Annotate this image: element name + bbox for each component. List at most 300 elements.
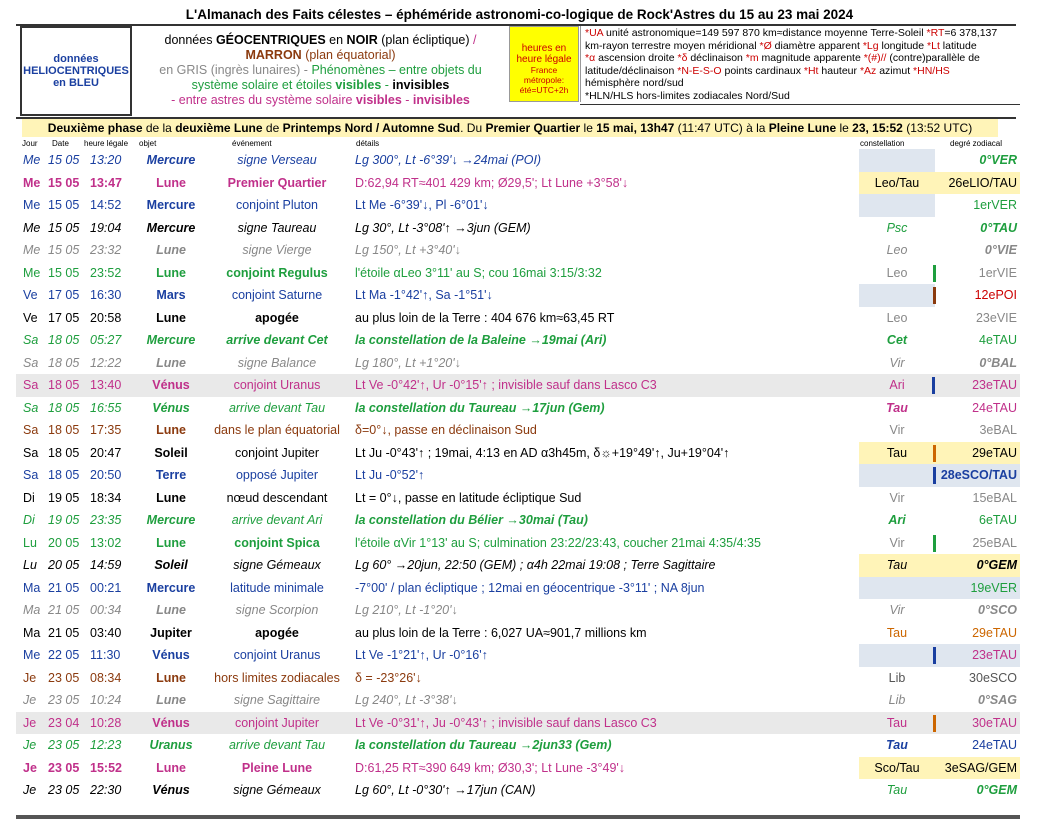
- row-day: Je: [23, 760, 37, 775]
- row-zodiac-degree: 0°SAG: [977, 693, 1017, 707]
- row-object: Vénus: [152, 378, 190, 392]
- row-day: Je: [23, 783, 37, 797]
- row-constellation: Cet: [886, 333, 908, 347]
- abbreviations-legend: [580, 26, 1020, 102]
- row-zodiac-degree: 4eTAU: [979, 333, 1017, 347]
- row-details: δ=0°↓, passe en déclinaison Sud: [355, 423, 537, 437]
- row-constellation: Tau: [886, 625, 908, 640]
- row-constellation: Vir: [889, 423, 905, 437]
- row-details: Lt = 0°↓, passe en latitude écliptique Sud: [355, 490, 582, 505]
- row-time: 20:58: [90, 310, 122, 325]
- constellation-marker: [933, 715, 936, 732]
- row-day: Ma: [23, 625, 41, 640]
- row-details: -7°00' / plan écliptique ; 12mai en géocentrique -3°11' ; NA 8jun: [355, 580, 705, 595]
- row-object: Lune: [156, 310, 186, 325]
- row-date: 20 05: [48, 535, 80, 550]
- row-day: Sa: [23, 423, 39, 437]
- row-date: 15 05: [48, 265, 80, 280]
- row-event: signe Gémeaux: [233, 783, 321, 797]
- legend-text: =6 378,137: [944, 27, 998, 39]
- row-zodiac-degree: 23eTAU: [972, 378, 1017, 392]
- lunar-phase-banner: [22, 119, 998, 137]
- row-zodiac-degree: 24eTAU: [972, 400, 1017, 415]
- hours-line: été=UTC+2h: [519, 85, 569, 95]
- geo-text: invisibles: [412, 93, 470, 107]
- row-object: Lune: [156, 670, 186, 685]
- row-constellation: Leo/Tau: [874, 175, 920, 190]
- row-object: Lune: [156, 265, 186, 280]
- row-date: 23 05: [48, 738, 80, 752]
- legend-text: *Ø: [759, 39, 772, 52]
- row-date: 23 04: [48, 715, 80, 730]
- row-time: 20:47: [90, 445, 122, 460]
- row-object: Lune: [156, 760, 186, 775]
- row-date: 19 05: [48, 490, 80, 505]
- row-date: 23 05: [48, 760, 80, 775]
- legend-text: azimut: [876, 64, 914, 77]
- header-date: Date: [52, 139, 69, 148]
- row-zodiac-degree: 1erVER: [973, 198, 1017, 212]
- legend-text: ascension droite: [595, 52, 678, 64]
- geo-text: NOIR: [346, 33, 378, 47]
- row-event: nœud descendant: [226, 490, 328, 505]
- row-time: 20:50: [90, 468, 122, 482]
- row-details: l'étoile αLeo 3°11' au S; cou 16mai 3:15/3:32: [355, 265, 602, 280]
- table-row: [16, 532, 1020, 555]
- row-event: conjoint Saturne: [231, 288, 323, 302]
- phase-text: de la: [142, 121, 176, 135]
- table-row: [16, 622, 1020, 645]
- helio-line-2: HELIOCENTRIQUES: [23, 65, 129, 77]
- row-event: arrive devant Tau: [228, 738, 326, 752]
- row-event: conjoint Jupiter: [234, 715, 320, 730]
- row-event: signe Taureau: [237, 220, 317, 235]
- row-time: 14:59: [90, 558, 122, 572]
- row-time: 17:35: [90, 423, 122, 437]
- legend-text: km-rayon terrestre moyen méridional: [585, 39, 760, 52]
- row-constellation: Leo: [886, 243, 908, 257]
- row-event: signe Verseau: [237, 153, 317, 167]
- row-object: Uranus: [149, 738, 193, 752]
- row-event: signe Balance: [237, 355, 317, 370]
- row-event: arrive devant Ari: [231, 513, 323, 527]
- row-date: 23 05: [48, 693, 80, 707]
- header-object: objet: [139, 139, 157, 148]
- row-day: Ma: [23, 603, 41, 617]
- phase-text: 23, 15:52: [852, 121, 903, 135]
- geo-text: (plan équatorial): [301, 48, 396, 62]
- row-event: conjoint Uranus: [233, 648, 321, 662]
- legend-divider: [580, 104, 1020, 105]
- geo-text: /: [473, 33, 477, 47]
- row-time: 05:27: [90, 333, 122, 347]
- row-date: 20 05: [48, 558, 80, 572]
- phase-text: . Du: [460, 121, 486, 135]
- row-time: 23:32: [90, 243, 122, 257]
- column-headers: [0, 139, 1039, 149]
- row-zodiac-degree: 28eSCO/TAU: [940, 468, 1017, 482]
- constellation-marker: [933, 647, 936, 664]
- table-row: [16, 239, 1020, 262]
- row-event: signe Sagittaire: [233, 693, 321, 707]
- row-date: 22 05: [48, 648, 80, 662]
- row-zodiac-degree: 29eTAU: [972, 445, 1017, 460]
- table-row: [16, 374, 1020, 397]
- legend-text: latitude: [939, 39, 977, 52]
- table-row: [16, 172, 1020, 195]
- legend-text: longitude: [878, 39, 928, 52]
- legend-text: *m: [745, 52, 759, 64]
- hours-line: heure légale: [516, 54, 572, 65]
- geo-text: -: [381, 78, 393, 92]
- row-date: 21 05: [48, 603, 80, 617]
- row-object: Lune: [156, 423, 186, 437]
- row-zodiac-degree: 23eTAU: [972, 648, 1017, 662]
- row-day: Ve: [23, 288, 38, 302]
- row-details: la constellation du Taureau →17jun (Gem): [355, 400, 605, 415]
- table-row: [16, 577, 1020, 600]
- row-zodiac-degree: 23eVIE: [975, 310, 1017, 325]
- row-zodiac-degree: 0°GEM: [976, 558, 1017, 572]
- header-event: événement: [232, 139, 272, 148]
- table-row: [16, 284, 1020, 307]
- row-details: Lg 180°, Lt +1°20'↓: [355, 355, 461, 370]
- row-details: D:62,94 RT≈401 429 km; Ø29,5'; Lt Lune +3°58'↓: [355, 175, 629, 190]
- row-date: 18 05: [48, 333, 80, 347]
- table-row: [16, 419, 1020, 442]
- row-zodiac-degree: 26eLIO/TAU: [948, 175, 1017, 190]
- geo-text: visibles: [355, 93, 402, 107]
- legend-text: *δ: [677, 52, 688, 64]
- row-constellation: Lib: [888, 693, 906, 707]
- row-constellation: Tau: [886, 400, 908, 415]
- row-time: 11:30: [90, 648, 121, 662]
- table-row: [16, 689, 1020, 712]
- legend-text: (contre)parallèle de: [886, 52, 980, 64]
- legend-text: *N-E-S-O: [677, 64, 722, 77]
- row-time: 23:52: [90, 265, 122, 280]
- header-details: détails: [356, 139, 380, 148]
- table-row: [16, 329, 1020, 352]
- row-object: Lune: [156, 175, 186, 190]
- legend-text: magnitude apparente: [758, 52, 864, 64]
- row-time: 10:24: [90, 693, 122, 707]
- helio-line-3: en BLEU: [53, 77, 99, 89]
- row-day: Me: [23, 175, 41, 190]
- row-constellation: Vir: [889, 490, 905, 505]
- table-row: [16, 352, 1020, 375]
- table-row: [16, 442, 1020, 465]
- header-constellation: constellation: [860, 139, 905, 148]
- row-details: Lg 300°, Lt -6°39'↓ →24mai (POI): [355, 153, 542, 167]
- row-date: 23 05: [48, 783, 80, 797]
- row-time: 00:21: [90, 580, 122, 595]
- legend-text: diamètre apparent: [771, 39, 863, 52]
- row-constellation: Ari: [888, 513, 906, 527]
- geo-text: en GRIS: [159, 63, 208, 77]
- table-row: [16, 262, 1020, 285]
- phase-text: Deuxième phase: [47, 121, 143, 135]
- row-details: Lg 60°, Lt -0°30'↑ →17jun (CAN): [355, 783, 536, 797]
- row-time: 13:47: [90, 175, 122, 190]
- row-zodiac-degree: 30eSCO: [969, 670, 1017, 685]
- legend-text: déclinaison: [687, 52, 746, 64]
- constellation-bg: [859, 194, 935, 217]
- geo-text: (plan écliptique): [377, 33, 473, 47]
- row-event: opposé Jupiter: [235, 468, 318, 482]
- row-details: Lt Ju -0°52'↑: [355, 468, 425, 482]
- constellation-marker: [933, 467, 936, 484]
- phase-text: 15 mai, 13h47: [596, 121, 675, 135]
- row-time: 16:30: [90, 288, 122, 302]
- legend-text: *Ht: [803, 64, 819, 77]
- row-day: Lu: [23, 535, 37, 550]
- row-object: Lune: [156, 355, 186, 370]
- table-row: [16, 509, 1020, 532]
- row-object: Mars: [156, 288, 186, 302]
- row-details: la constellation de la Baleine →19mai (Ari): [355, 333, 607, 347]
- row-constellation: Sco/Tau: [874, 760, 920, 775]
- row-constellation: Ari: [889, 378, 905, 392]
- phase-text: (11:47 UTC) à la: [674, 121, 769, 135]
- row-zodiac-degree: 12ePOI: [974, 288, 1017, 302]
- row-zodiac-degree: 29eTAU: [972, 625, 1017, 640]
- row-time: 00:34: [90, 603, 122, 617]
- legend-text: *RT: [926, 27, 945, 39]
- row-time: 12:22: [90, 355, 122, 370]
- row-object: Vénus: [152, 715, 190, 730]
- row-date: 15 05: [48, 153, 80, 167]
- row-constellation: Tau: [886, 738, 908, 752]
- legend-text: hémisphère nord/sud: [585, 77, 684, 89]
- row-constellation: Leo: [886, 310, 908, 325]
- constellation-bg: [859, 284, 935, 307]
- row-day: Lu: [23, 558, 37, 572]
- row-day: Ma: [23, 580, 41, 595]
- row-time: 08:34: [90, 670, 122, 685]
- row-constellation: Vir: [889, 355, 905, 370]
- row-date: 18 05: [48, 423, 80, 437]
- geo-text: invisibles: [392, 78, 450, 92]
- hours-line: métropole:: [523, 75, 565, 85]
- row-details: Lt Ve -1°21'↑, Ur -0°16'↑: [355, 648, 488, 662]
- row-day: Sa: [23, 400, 39, 415]
- row-zodiac-degree: 15eBAL: [972, 490, 1017, 505]
- constellation-marker: [932, 377, 935, 394]
- phase-text: Premier Quartier: [485, 121, 581, 135]
- row-day: Me: [23, 198, 41, 212]
- row-time: 10:28: [90, 715, 122, 730]
- row-object: Jupiter: [150, 625, 192, 640]
- row-date: 17 05: [48, 310, 80, 325]
- row-event: latitude minimale: [230, 580, 324, 595]
- row-object: Lune: [156, 693, 186, 707]
- table-row: [16, 599, 1020, 622]
- row-details: Lt Ve -0°31'↑, Ju -0°43'↑ ; invisible sauf dans Lasco C3: [355, 715, 657, 730]
- legend-text: *HLN/HLS hors-limites zodiacales Nord/Sud: [585, 89, 790, 102]
- page-title: L'Almanach des Faits célestes – éphéméride astronomi-co-logique de Rock'Astres du 15 au 23 mai 2024: [185, 7, 854, 22]
- geo-text: -: [401, 93, 413, 107]
- legend-text: *UA: [585, 27, 604, 39]
- row-zodiac-degree: 6eTAU: [979, 513, 1017, 527]
- geo-text: - entre astres du système solaire: [171, 93, 356, 107]
- row-details: Lg 210°, Lt -1°20'↓: [355, 603, 458, 617]
- row-day: Di: [23, 513, 35, 527]
- row-time: 12:23: [90, 738, 122, 752]
- row-zodiac-degree: 24eTAU: [972, 738, 1017, 752]
- row-zodiac-degree: 1erVIE: [978, 265, 1017, 280]
- row-day: Di: [23, 490, 35, 505]
- row-date: 23 05: [48, 670, 80, 685]
- table-row: [16, 712, 1020, 735]
- row-zodiac-degree: 0°VIE: [984, 243, 1017, 257]
- row-object: Vénus: [152, 648, 190, 662]
- row-zodiac-degree: 19eVER: [970, 580, 1017, 595]
- row-day: Me: [23, 220, 41, 235]
- hours-line: heures en: [521, 43, 567, 54]
- constellation-bg: [859, 149, 935, 172]
- row-day: Je: [23, 738, 37, 752]
- row-object: Mercure: [146, 333, 196, 347]
- geo-text: Phénomènes – entre objets du: [311, 63, 482, 77]
- row-date: 18 05: [48, 445, 80, 460]
- row-time: 19:04: [90, 220, 122, 235]
- row-day: Je: [23, 693, 37, 707]
- row-time: 22:30: [90, 783, 122, 797]
- row-event: conjoint Jupiter: [234, 445, 320, 460]
- row-day: Sa: [23, 333, 39, 347]
- legend-text: points cardinaux: [721, 64, 804, 77]
- row-zodiac-degree: 0°SCO: [977, 603, 1017, 617]
- row-details: D:61,25 RT≈390 649 km; Ø30,3'; Lt Lune -3°49'↓: [355, 760, 626, 775]
- phase-text: de: [262, 121, 283, 135]
- row-date: 15 05: [48, 220, 80, 235]
- row-event: arrive devant Cet: [226, 333, 328, 347]
- phase-text: le: [580, 121, 597, 135]
- row-object: Lune: [156, 243, 186, 257]
- row-date: 21 05: [48, 580, 80, 595]
- row-details: Lt Ju -0°43'↑ ; 19mai, 4:13 en AD α3h45m, δ☼+19°49'↑, Ju+19°04'↑: [355, 445, 730, 460]
- row-constellation: Psc: [886, 220, 908, 235]
- geocentric-legend-box: [134, 26, 507, 116]
- header-time: heure légale: [84, 139, 129, 148]
- row-object: Lune: [156, 490, 186, 505]
- header-day: Jour: [22, 139, 38, 148]
- table-row: [16, 307, 1020, 330]
- legend-text: *Lt: [927, 39, 940, 52]
- row-time: 15:52: [90, 760, 122, 775]
- phase-text: deuxième Lune: [175, 121, 263, 135]
- row-zodiac-degree: 0°TAU: [980, 220, 1017, 235]
- table-row: [16, 464, 1020, 487]
- row-details: au plus loin de la Terre : 6,027 UA≈901,7 millions km: [355, 625, 647, 640]
- geo-text: (ingrès lunaires) -: [207, 63, 312, 77]
- row-constellation: Leo: [886, 265, 908, 280]
- row-day: Sa: [23, 445, 39, 460]
- table-row: [16, 397, 1020, 420]
- row-day: Me: [23, 265, 41, 280]
- row-date: 15 05: [48, 198, 80, 212]
- table-row: [16, 194, 1020, 217]
- row-object: Mercure: [146, 220, 196, 235]
- legend-text: *Az: [859, 64, 877, 77]
- row-day: Sa: [23, 378, 39, 392]
- row-day: Je: [23, 670, 37, 685]
- row-constellation: Vir: [889, 535, 905, 550]
- geo-text: GÉOCENTRIQUES: [215, 33, 326, 47]
- row-time: 18:34: [90, 490, 122, 505]
- row-event: Pleine Lune: [241, 760, 313, 775]
- legal-hours-box: [509, 26, 579, 102]
- geo-text: données: [164, 33, 216, 47]
- table-row: [16, 149, 1020, 172]
- row-event: apogée: [255, 625, 299, 640]
- table-row: [16, 667, 1020, 690]
- row-zodiac-degree: 0°VER: [979, 153, 1017, 167]
- row-day: Me: [23, 243, 41, 257]
- row-date: 18 05: [48, 468, 80, 482]
- legend-text: *α: [585, 52, 596, 64]
- row-object: Vénus: [152, 400, 190, 415]
- row-date: 17 05: [48, 288, 80, 302]
- geo-text: système solaire et étoiles: [191, 78, 336, 92]
- row-date: 18 05: [48, 378, 80, 392]
- table-row: [16, 734, 1020, 757]
- row-date: 18 05: [48, 355, 80, 370]
- row-object: Terre: [155, 468, 187, 482]
- row-constellation: Lib: [888, 670, 906, 685]
- table-row: [16, 487, 1020, 510]
- row-event: conjoint Pluton: [235, 198, 318, 212]
- row-zodiac-degree: 25eBAL: [972, 535, 1017, 550]
- row-time: 13:02: [90, 535, 122, 550]
- row-event: conjoint Spica: [234, 535, 320, 550]
- row-constellation: Tau: [886, 558, 908, 572]
- row-object: Mercure: [146, 198, 196, 212]
- row-zodiac-degree: 3eSAG/GEM: [944, 760, 1017, 775]
- hours-line: France: [530, 65, 558, 75]
- row-time: 13:40: [90, 378, 122, 392]
- row-object: Soleil: [154, 558, 188, 572]
- row-time: 16:55: [90, 400, 122, 415]
- row-event: signe Scorpion: [235, 603, 319, 617]
- row-event: conjoint Uranus: [233, 378, 321, 392]
- row-constellation: Tau: [886, 783, 908, 797]
- row-date: 19 05: [48, 513, 80, 527]
- row-details: Lg 60° →20jun, 22:50 (GEM) ; α4h 22mai 19:08 ; Terre Sagittaire: [355, 558, 716, 572]
- phase-text: (13:52 UTC): [902, 121, 973, 135]
- row-details: l'étoile αVir 1°13' au S; culmination 23:22/23:43, coucher 21mai 4:35/4:35: [355, 535, 761, 550]
- row-zodiac-degree: 30eTAU: [972, 715, 1017, 730]
- row-date: 21 05: [48, 625, 80, 640]
- row-date: 15 05: [48, 175, 80, 190]
- row-object: Vénus: [152, 783, 190, 797]
- phase-text: Printemps Nord / Automne Sud: [282, 121, 461, 135]
- row-object: Mercure: [146, 513, 196, 527]
- geo-text: MARRON: [245, 48, 302, 62]
- row-event: signe Vierge: [242, 243, 312, 257]
- row-zodiac-degree: 0°GEM: [976, 783, 1017, 797]
- row-object: Lune: [156, 603, 186, 617]
- row-date: 18 05: [48, 400, 80, 415]
- constellation-marker: [933, 445, 936, 462]
- row-time: 13:20: [90, 153, 122, 167]
- row-day: Je: [23, 715, 37, 730]
- table-row: [16, 554, 1020, 577]
- row-event: dans le plan équatorial: [214, 423, 340, 437]
- row-day: Me: [23, 648, 41, 662]
- row-zodiac-degree: 0°BAL: [979, 355, 1017, 370]
